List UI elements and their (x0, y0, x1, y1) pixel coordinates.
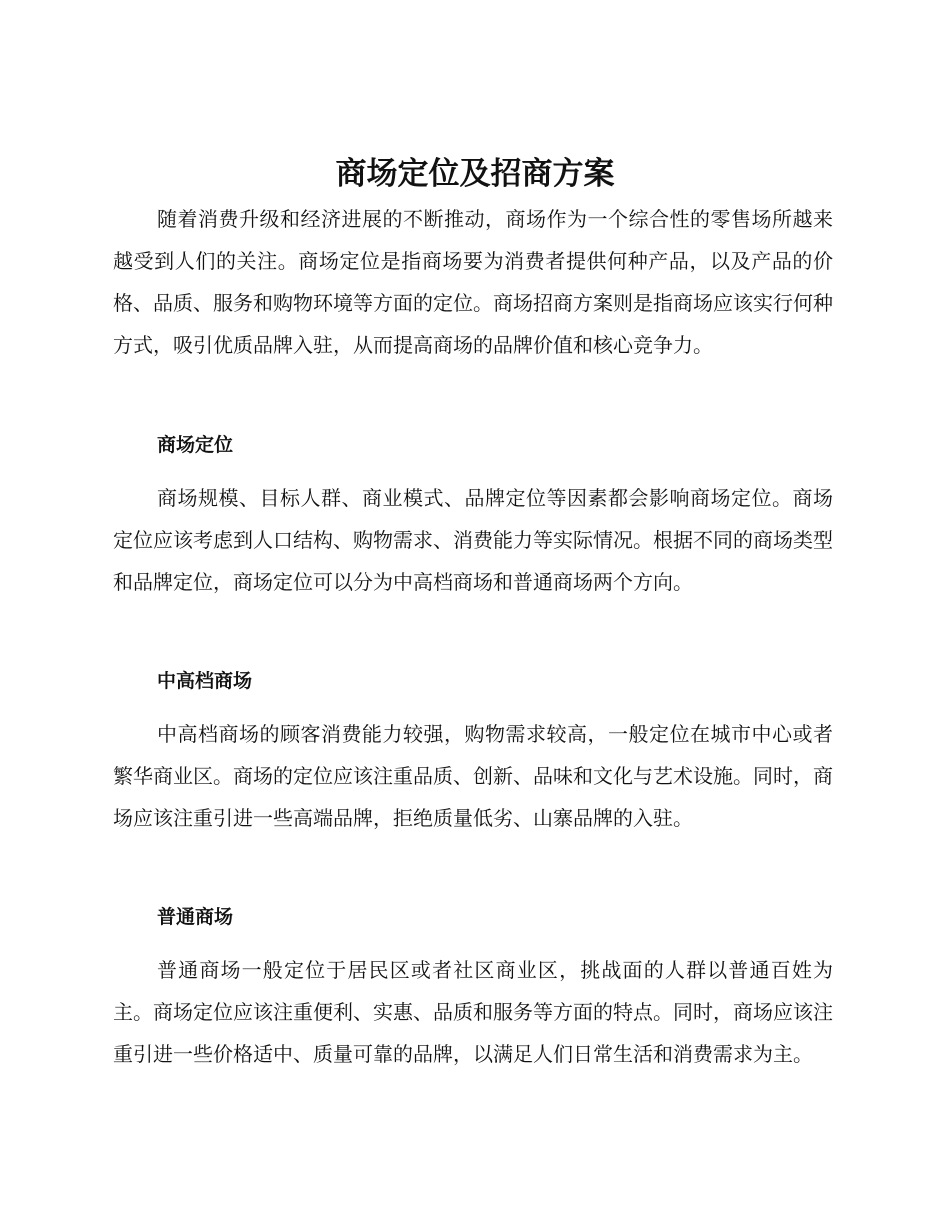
section-heading-mid-high-end: 中高档商场 (157, 670, 253, 692)
section-body-ordinary: 普通商场一般定位于居民区或者社区商业区，挑战面的人群以普通百姓为主。商场定位应该注重便利、实惠、品质和服务等方面的特点。同时，商场应该注重引进一些价格适中、质量可靠的品牌，以满足人们日常生活和消费需求为主。 (113, 958, 833, 1066)
section-body-mid-high-end: 中高档商场的顾客消费能力较强，购物需求较高，一般定位在城市中心或者繁华商业区。商场的定位应该注重品质、创新、品味和文化与艺术设施。同时，商场应该注重引进一些高端品牌，拒绝质量低劣、山寨品牌的入驻。 (113, 722, 833, 830)
section-body-positioning: 商场规模、目标人群、商业模式、品牌定位等因素都会影响商场定位。商场定位应该考虑到人口结构、购物需求、消费能力等实际情况。根据不同的商场类型和品牌定位，商场定位可以分为中高档商场和普通商场两个方向。 (113, 486, 833, 594)
document-title: 商场定位及招商方案 (335, 156, 615, 192)
section-heading-ordinary: 普通商场 (157, 906, 234, 928)
intro-paragraph: 随着消费升级和经济进展的不断推动，商场作为一个综合性的零售场所越来越受到人们的关注。商场定位是指商场要为消费者提供何种产品，以及产品的价格、品质、服务和购物环境等方面的定位。商场招商方案则是指商场应该实行何种方式，吸引优质品牌入驻，从而提高商场的品牌价值和核心竞争力。 (113, 207, 833, 357)
section-heading-positioning: 商场定位 (157, 434, 234, 456)
